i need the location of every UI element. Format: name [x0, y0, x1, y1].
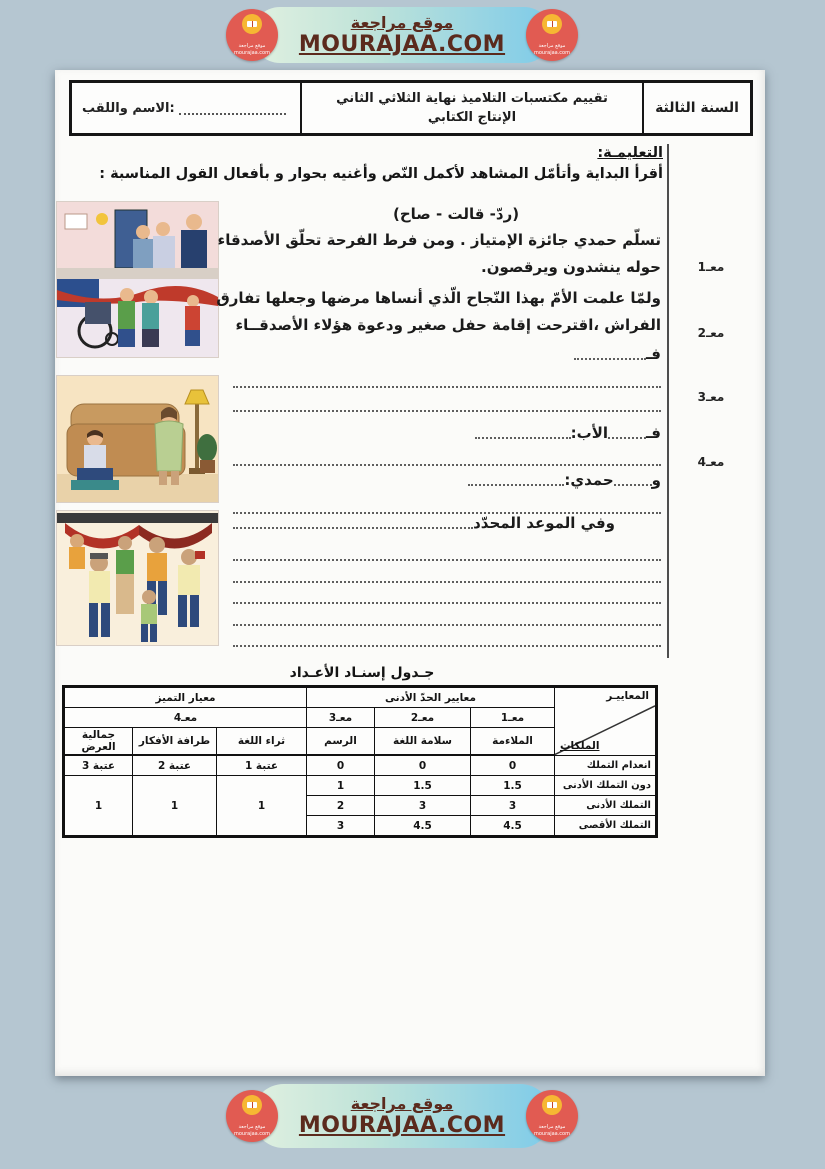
logo-small-arabic: موقع مراجعة: [538, 43, 566, 49]
logo-small-domain: mourajaa.com: [533, 1130, 570, 1137]
meeting-text: وفي الموعد المحدّد: [473, 514, 615, 532]
grade-value-cell: 4.5: [375, 816, 471, 837]
father-label: الأب:: [570, 424, 609, 442]
site-link-pill[interactable]: [252, 1084, 552, 1148]
worksheet-header-table: [69, 80, 753, 136]
hamdi-dialogue-line: [233, 469, 661, 489]
mastery-row-label: انعدام التملك: [555, 755, 657, 776]
grade-value-cell: 1: [307, 776, 375, 796]
mastery-row-label: التملك الأقصى: [555, 816, 657, 837]
grading-table-title: جـدول إسنـاد الأعـداد: [289, 665, 435, 681]
margin-marker-1: معـ1: [697, 260, 725, 274]
threshold-cell: عتبة 3: [64, 755, 133, 776]
threshold-cell: عتبة 2: [133, 755, 217, 776]
open-book-icon: [542, 1095, 562, 1115]
grade-value-cell: 0: [471, 755, 555, 776]
m3-header: معـ3: [307, 708, 375, 728]
logo-small-arabic: موقع مراجعة: [238, 43, 266, 49]
excellence-point-cell: 1: [217, 776, 307, 837]
blank-prefix: فـ: [646, 345, 661, 363]
story-line: تسلّم حمدي جائزة الإمتياز . ومن فرط الفرحة تحلّق الأصدقاء: [217, 231, 661, 249]
min-col-name: سلامة اللغة: [375, 728, 471, 756]
mastery-row-label: دون التملك الأدنى: [555, 776, 657, 796]
fill-blank: [614, 472, 652, 486]
instruction-heading: التعليمـة:: [597, 145, 663, 161]
skills-header: الملكات: [560, 739, 600, 752]
grade-value-cell: 3: [307, 816, 375, 837]
fill-blank: [608, 425, 646, 439]
logo-small-domain: mourajaa.com: [533, 49, 570, 56]
speech-verbs-hint: (ردّ- قالت - صاح): [393, 205, 520, 223]
verb-prefix: و: [651, 471, 661, 489]
grade-value-cell: 1.5: [375, 776, 471, 796]
story-line: حوله ينشدون ويرقصون.: [481, 258, 661, 276]
place-blank-line: [233, 343, 661, 363]
dotted-line: [233, 590, 661, 604]
story-line: ولمّا علمت الأمّ بهذا النّجاح الّذي أنساها مرضها وجعلها تفارق: [216, 289, 661, 307]
margin-marker-2: معـ2: [697, 326, 725, 340]
margin-marker-4: معـ4: [697, 455, 725, 469]
site-logo-icon[interactable]: [526, 9, 578, 61]
name-label: الاسم واللقب:: [82, 100, 175, 116]
dotted-line: [233, 612, 661, 626]
min-col-name: الرسم: [307, 728, 375, 756]
dotted-line: [233, 633, 661, 647]
threshold-cell: عتبة 1: [217, 755, 307, 776]
site-banner-top: [226, 7, 578, 63]
story-text-column: [216, 200, 661, 670]
site-name-arabic[interactable]: موقع مراجعة: [350, 1094, 454, 1113]
criteria-skills-corner-cell: [555, 687, 657, 756]
grade-value-cell: 4.5: [471, 816, 555, 837]
site-domain-link[interactable]: MOURAJAA.COM: [298, 32, 506, 57]
min-col-name: الملاءمة: [471, 728, 555, 756]
scene-livingroom-image: [57, 376, 218, 502]
open-book-icon: [242, 1095, 262, 1115]
dotted-line: [233, 569, 661, 583]
father-dialogue-line: [233, 422, 661, 442]
excellence-point-cell: 1: [64, 776, 133, 837]
story-line: الفراش ،اقترحت إقامة حفل صغير ودعوة هؤلاء الأصدقــاء: [235, 316, 661, 334]
open-book-icon: [542, 14, 562, 34]
dotted-line: [233, 452, 661, 466]
grade-value-cell: 1.5: [471, 776, 555, 796]
site-domain-link[interactable]: MOURAJAA.COM: [298, 1113, 506, 1138]
excellence-point-cell: 1: [133, 776, 217, 837]
excellence-col-name: ثراء اللغة: [217, 728, 307, 756]
min-criteria-group-header: معايير الحدّ الأدنى: [307, 687, 555, 708]
dotted-line: [233, 547, 661, 561]
verb-prefix: فـ: [646, 424, 661, 442]
dotted-line: [233, 374, 661, 388]
m4-header: معـ4: [64, 708, 307, 728]
margin-marker-3: معـ3: [697, 390, 725, 404]
criteria-header: المعاييـر: [606, 690, 649, 702]
site-link-pill[interactable]: [252, 7, 552, 63]
grade-year-label: السنة الثالثة: [642, 83, 750, 133]
site-name-arabic[interactable]: موقع مراجعة: [350, 13, 454, 32]
fill-blank: [468, 472, 564, 486]
logo-small-domain: mourajaa.com: [233, 49, 270, 56]
grade-value-cell: 3: [471, 796, 555, 816]
hamdi-label: حمدي:: [564, 471, 614, 489]
excellence-group-header: معيار التميز: [64, 687, 307, 708]
fill-blank: [233, 515, 473, 529]
logo-small-domain: mourajaa.com: [233, 1130, 270, 1137]
title-line-1: تقييم مكتسبات التلاميذ نهاية الثلاثي الثاني: [336, 90, 608, 106]
site-logo-icon[interactable]: [226, 9, 278, 61]
title-line-2: الإنتاج الكتابي: [427, 110, 517, 125]
scene-party-image: [57, 511, 218, 645]
logo-small-arabic: موقع مراجعة: [238, 1124, 266, 1130]
margin-rule: [667, 144, 669, 658]
grade-value-cell: 3: [375, 796, 471, 816]
m1-header: معـ1: [471, 708, 555, 728]
fill-blank: [574, 346, 646, 360]
meeting-line: [233, 512, 661, 532]
grade-value-cell: 0: [375, 755, 471, 776]
site-logo-icon[interactable]: [526, 1090, 578, 1142]
grading-table: [62, 685, 658, 838]
worksheet-title: [300, 83, 642, 133]
name-field: [72, 83, 300, 133]
grade-value-cell: 2: [307, 796, 375, 816]
open-book-icon: [242, 14, 262, 34]
fill-blank: [475, 425, 571, 439]
logo-small-arabic: موقع مراجعة: [538, 1124, 566, 1130]
m2-header: معـ2: [375, 708, 471, 728]
name-blank-line: [179, 101, 286, 115]
mastery-row-label: التملك الأدنى: [555, 796, 657, 816]
instruction-line: أقرأ البداية وأتأمّل المشاهد لأكمل النّص وأغنيه بحوار و بأفعال القول المناسبة :: [99, 166, 663, 182]
excellence-col-name: جمالية العرض: [64, 728, 133, 756]
scene-award-image: [57, 202, 218, 357]
grade-value-cell: 0: [307, 755, 375, 776]
dotted-line: [233, 398, 661, 412]
excellence-col-name: طرافة الأفكار: [133, 728, 217, 756]
site-logo-icon[interactable]: [226, 1090, 278, 1142]
site-banner-bottom: [226, 1084, 578, 1148]
scanned-worksheet: [55, 70, 765, 1076]
